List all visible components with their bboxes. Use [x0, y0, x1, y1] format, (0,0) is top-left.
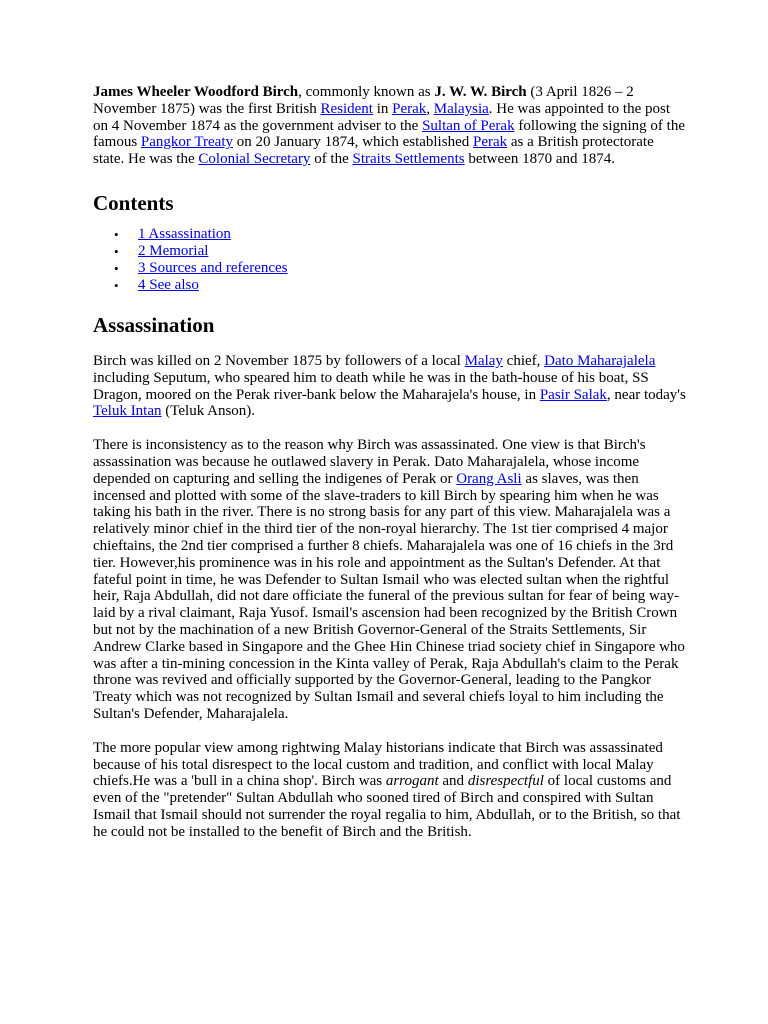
bullet-icon: • [114, 226, 119, 242]
bullet-icon: • [114, 277, 119, 293]
assassination-paragraph-3: The more popular view among rightwing Malay historians indicate that Birch was assassinated because of his total disrespect to the local custom and tradition, and conflict with local Malay chiefs.He was a 'bull in a china shop'. Birch was arrogant and disrespectful of local customs and even of the "pretender" Sultan Abdullah who sooned tired of Birch and conspired with Sultan Ismail that Ismail should not surrender the royal regalia to him, Abdullah, or to the British, so that he could not be installed to the benefit of Birch and the British. [93, 739, 681, 840]
link-teluk-intan[interactable]: Teluk Intan [93, 403, 162, 420]
toc-item [114, 277, 688, 294]
link-resident[interactable]: Resident [320, 100, 373, 117]
emphasis-disrespectful: disrespectful [467, 773, 544, 790]
subject-short-name: J. W. W. Birch [434, 84, 527, 100]
assassination-paragraph-1: Birch was killed on 2 November 1875 by followers of a local Malay chief, Dato Maharajalela including Seputum, who speared him to death while he was in the bath-house of his boat, SS Dragon, moored on the Perak river-bank below the Maharajela's house, in Pasir Salak, near today's Teluk Intan (Teluk Anson). [93, 352, 686, 420]
link-sultan-of-perak[interactable]: Sultan of Perak [422, 117, 515, 134]
emphasis-arrogant: arrogant [385, 773, 439, 790]
link-pangkor-treaty[interactable]: Pangkor Treaty [140, 134, 234, 151]
intro-paragraph: James Wheeler Woodford Birch, commonly known as J. W. W. Birch (3 April 1826 – 2 November 1875) was the first British Resident in Perak, Malaysia. He was appointed to the post on 4 November 1874 as the government adviser to the Sultan of Perak following the signing of the famous Pangkor Treaty on 20 January 1874, which established Perak as a British protectorate state. He was the Colonial Secretary of the Straits Settlements between 1870 and 1874. [93, 84, 685, 168]
link-perak[interactable]: Perak [392, 100, 427, 117]
link-orang-asli[interactable]: Orang Asli [456, 470, 522, 487]
toc-item [114, 226, 688, 243]
toc-link-assassination[interactable]: 1 Assassination [138, 225, 231, 242]
toc-item [114, 243, 688, 260]
contents-heading: Contents [93, 190, 174, 215]
link-straits-settlements[interactable]: Straits Settlements [352, 151, 465, 168]
link-malay[interactable]: Malay [464, 352, 503, 369]
toc-link-see-also[interactable]: 4 See also [138, 276, 199, 293]
toc-link-memorial[interactable]: 2 Memorial [138, 242, 209, 259]
link-dato-maharajalela[interactable]: Dato Maharajalela [544, 352, 656, 369]
link-malaysia[interactable]: Malaysia [433, 100, 489, 117]
table-of-contents [93, 226, 688, 294]
link-pasir-salak[interactable]: Pasir Salak [539, 386, 607, 403]
bullet-icon: • [114, 243, 119, 259]
assassination-paragraph-2: There is inconsistency as to the reason why Birch was assassinated. One view is that Birch's assassination was because he outlawed slavery in Perak. Dato Maharajalela, whose income depended on capturing and selling the indigenes of Perak or Orang Asli as slaves, was then incensed and plotted with some of the slave-traders to kill Birch by spearing him when he was taking his bath in the river. There is no strong basis for any part of this view. Maharajalela was a relatively minor chief in the third tier of the non-royal hierarchy. The 1st tier comprised 4 major chieftains, the 2nd tier comprised a further 8 chiefs. Maharajalela was one of 16 chiefs in the 3rd tier. However,his prominence was in his role and appointment as the Sultan's Defender. At that fateful point in time, he was Defender to Sultan Ismail who was elected sultan when the rightful heir, Raja Abdullah, did not dare officiate the funeral of the previous sultan for fear of being way-laid by a rival claimant, Raja Yusof. Ismail's ascension had been recognized by the British Crown but not by the machination of a new British Governor-General of the Straits Settlements, Sir Andrew Clarke based in Singapore and the Ghee Hin Chinese triad society chief in Singapore who was after a tin-mining concession in the Kinta valley of Perak, Raja Abdullah's claim to the Perak throne was revived and officially supported by the Governor-General, leading to the Pangkor Treaty which was not recognized by Sultan Ismail and several chiefs loyal to him including the Sultan's Defender, Maharajalela. [93, 437, 685, 722]
toc-item [114, 260, 688, 277]
link-colonial-secretary[interactable]: Colonial Secretary [198, 151, 311, 168]
bullet-icon: • [114, 260, 119, 276]
toc-link-sources[interactable]: 3 Sources and references [138, 259, 288, 276]
subject-name: James Wheeler Woodford Birch [93, 84, 299, 100]
link-perak-2[interactable]: Perak [472, 134, 508, 151]
assassination-heading: Assassination [93, 312, 215, 337]
